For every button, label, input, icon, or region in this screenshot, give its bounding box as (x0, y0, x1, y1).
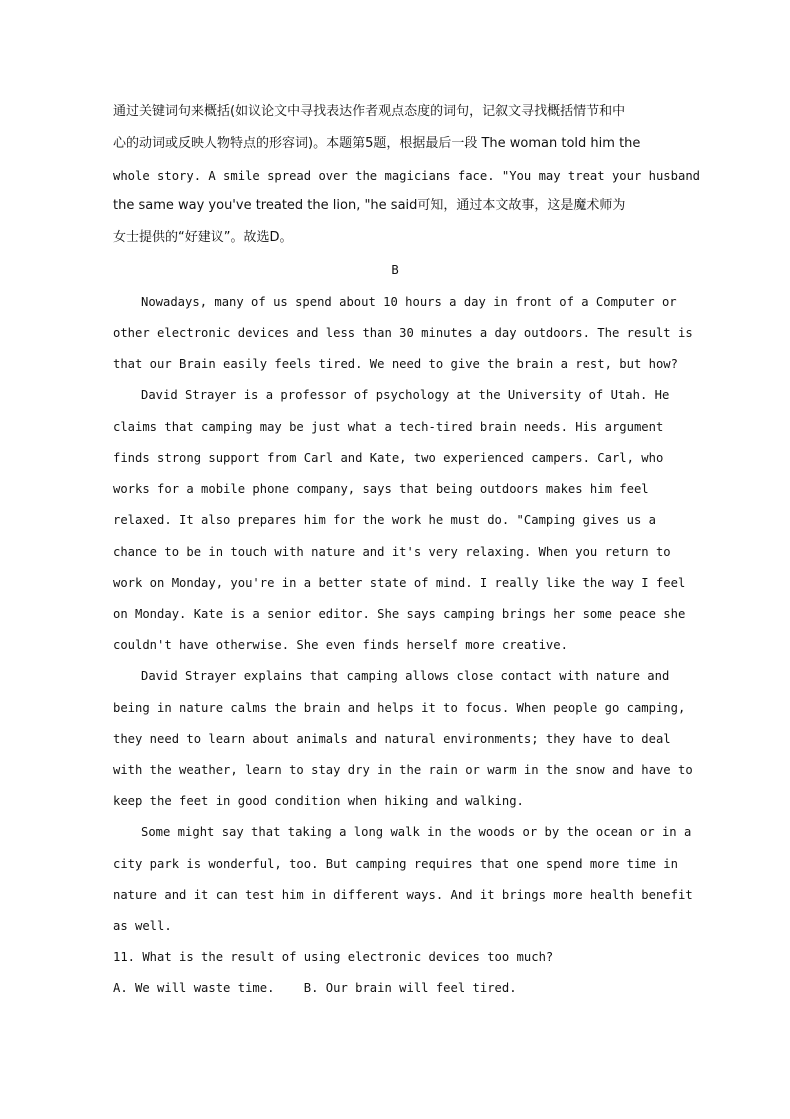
passage-line: David Strayer is a professor of psychology at the University of Utah. He (141, 388, 670, 402)
explanation-line: whole story. A smile spread over the magicians face. "You may treat your husband (113, 169, 700, 183)
passage-line: work on Monday, you're in a better state of mind. I really like the way I feel (113, 576, 686, 590)
passage-line: city park is wonderful, too. But camping requires that one spend more time in (113, 857, 678, 871)
passage-line: relaxed. It also prepares him for the work he must do. "Camping gives us a (113, 513, 656, 527)
passage-line: with the weather, learn to stay dry in the rain or warm in the snow and have to (113, 763, 693, 777)
passage-line: couldn't have otherwise. She even finds herself more creative. (113, 638, 568, 652)
passage-line: works for a mobile phone company, says that being outdoors makes him feel (113, 482, 649, 496)
explanation-line: 女士提供的“好建议”。故选D。 (113, 230, 293, 245)
passage-line: as well. (113, 919, 172, 933)
question-stem: 11. What is the result of using electronic devices too much? (113, 950, 554, 964)
section-label: B (391, 263, 399, 277)
passage-line: being in nature calms the brain and helps it to focus. When people go camping, (113, 701, 686, 715)
question-options: A. We will waste time. B. Our brain will feel tired. (113, 981, 517, 995)
explanation-line: 通过关键词句来概括(如议论文中寻找表达作者观点态度的词句，记叙文寻找概括情节和中 (113, 104, 626, 119)
passage-line: chance to be in touch with nature and it's very relaxing. When you return to (113, 545, 671, 559)
passage-line: that our Brain easily feels tired. We need to give the brain a rest, but how? (113, 357, 678, 371)
passage-line: nature and it can test him in different ways. And it brings more health benefit (113, 888, 693, 902)
passage-line: on Monday. Kate is a senior editor. She says camping brings her some peace she (113, 607, 686, 621)
passage-line: claims that camping may be just what a tech-tired brain needs. His argument (113, 420, 664, 434)
explanation-line: 心的动词或反映人物特点的形容词)。本题第5题，根据最后一段 The woman told him the (113, 136, 641, 151)
passage-line: they need to learn about animals and natural environments; they have to deal (113, 732, 671, 746)
passage-line: keep the feet in good condition when hiking and walking. (113, 794, 524, 808)
passage-line: other electronic devices and less than 30 minutes a day outdoors. The result is (113, 326, 693, 340)
passage-line: David Strayer explains that camping allows close contact with nature and (141, 669, 670, 683)
passage-line: finds strong support from Carl and Kate, two experienced campers. Carl, who (113, 451, 664, 465)
explanation-line: the same way you've treated the lion, "he said可知，通过本文故事，这是魔术师为 (113, 198, 626, 213)
passage-line: Some might say that taking a long walk in the woods or by the ocean or in a (141, 825, 692, 839)
passage-line: Nowadays, many of us spend about 10 hours a day in front of a Computer or (141, 295, 677, 309)
